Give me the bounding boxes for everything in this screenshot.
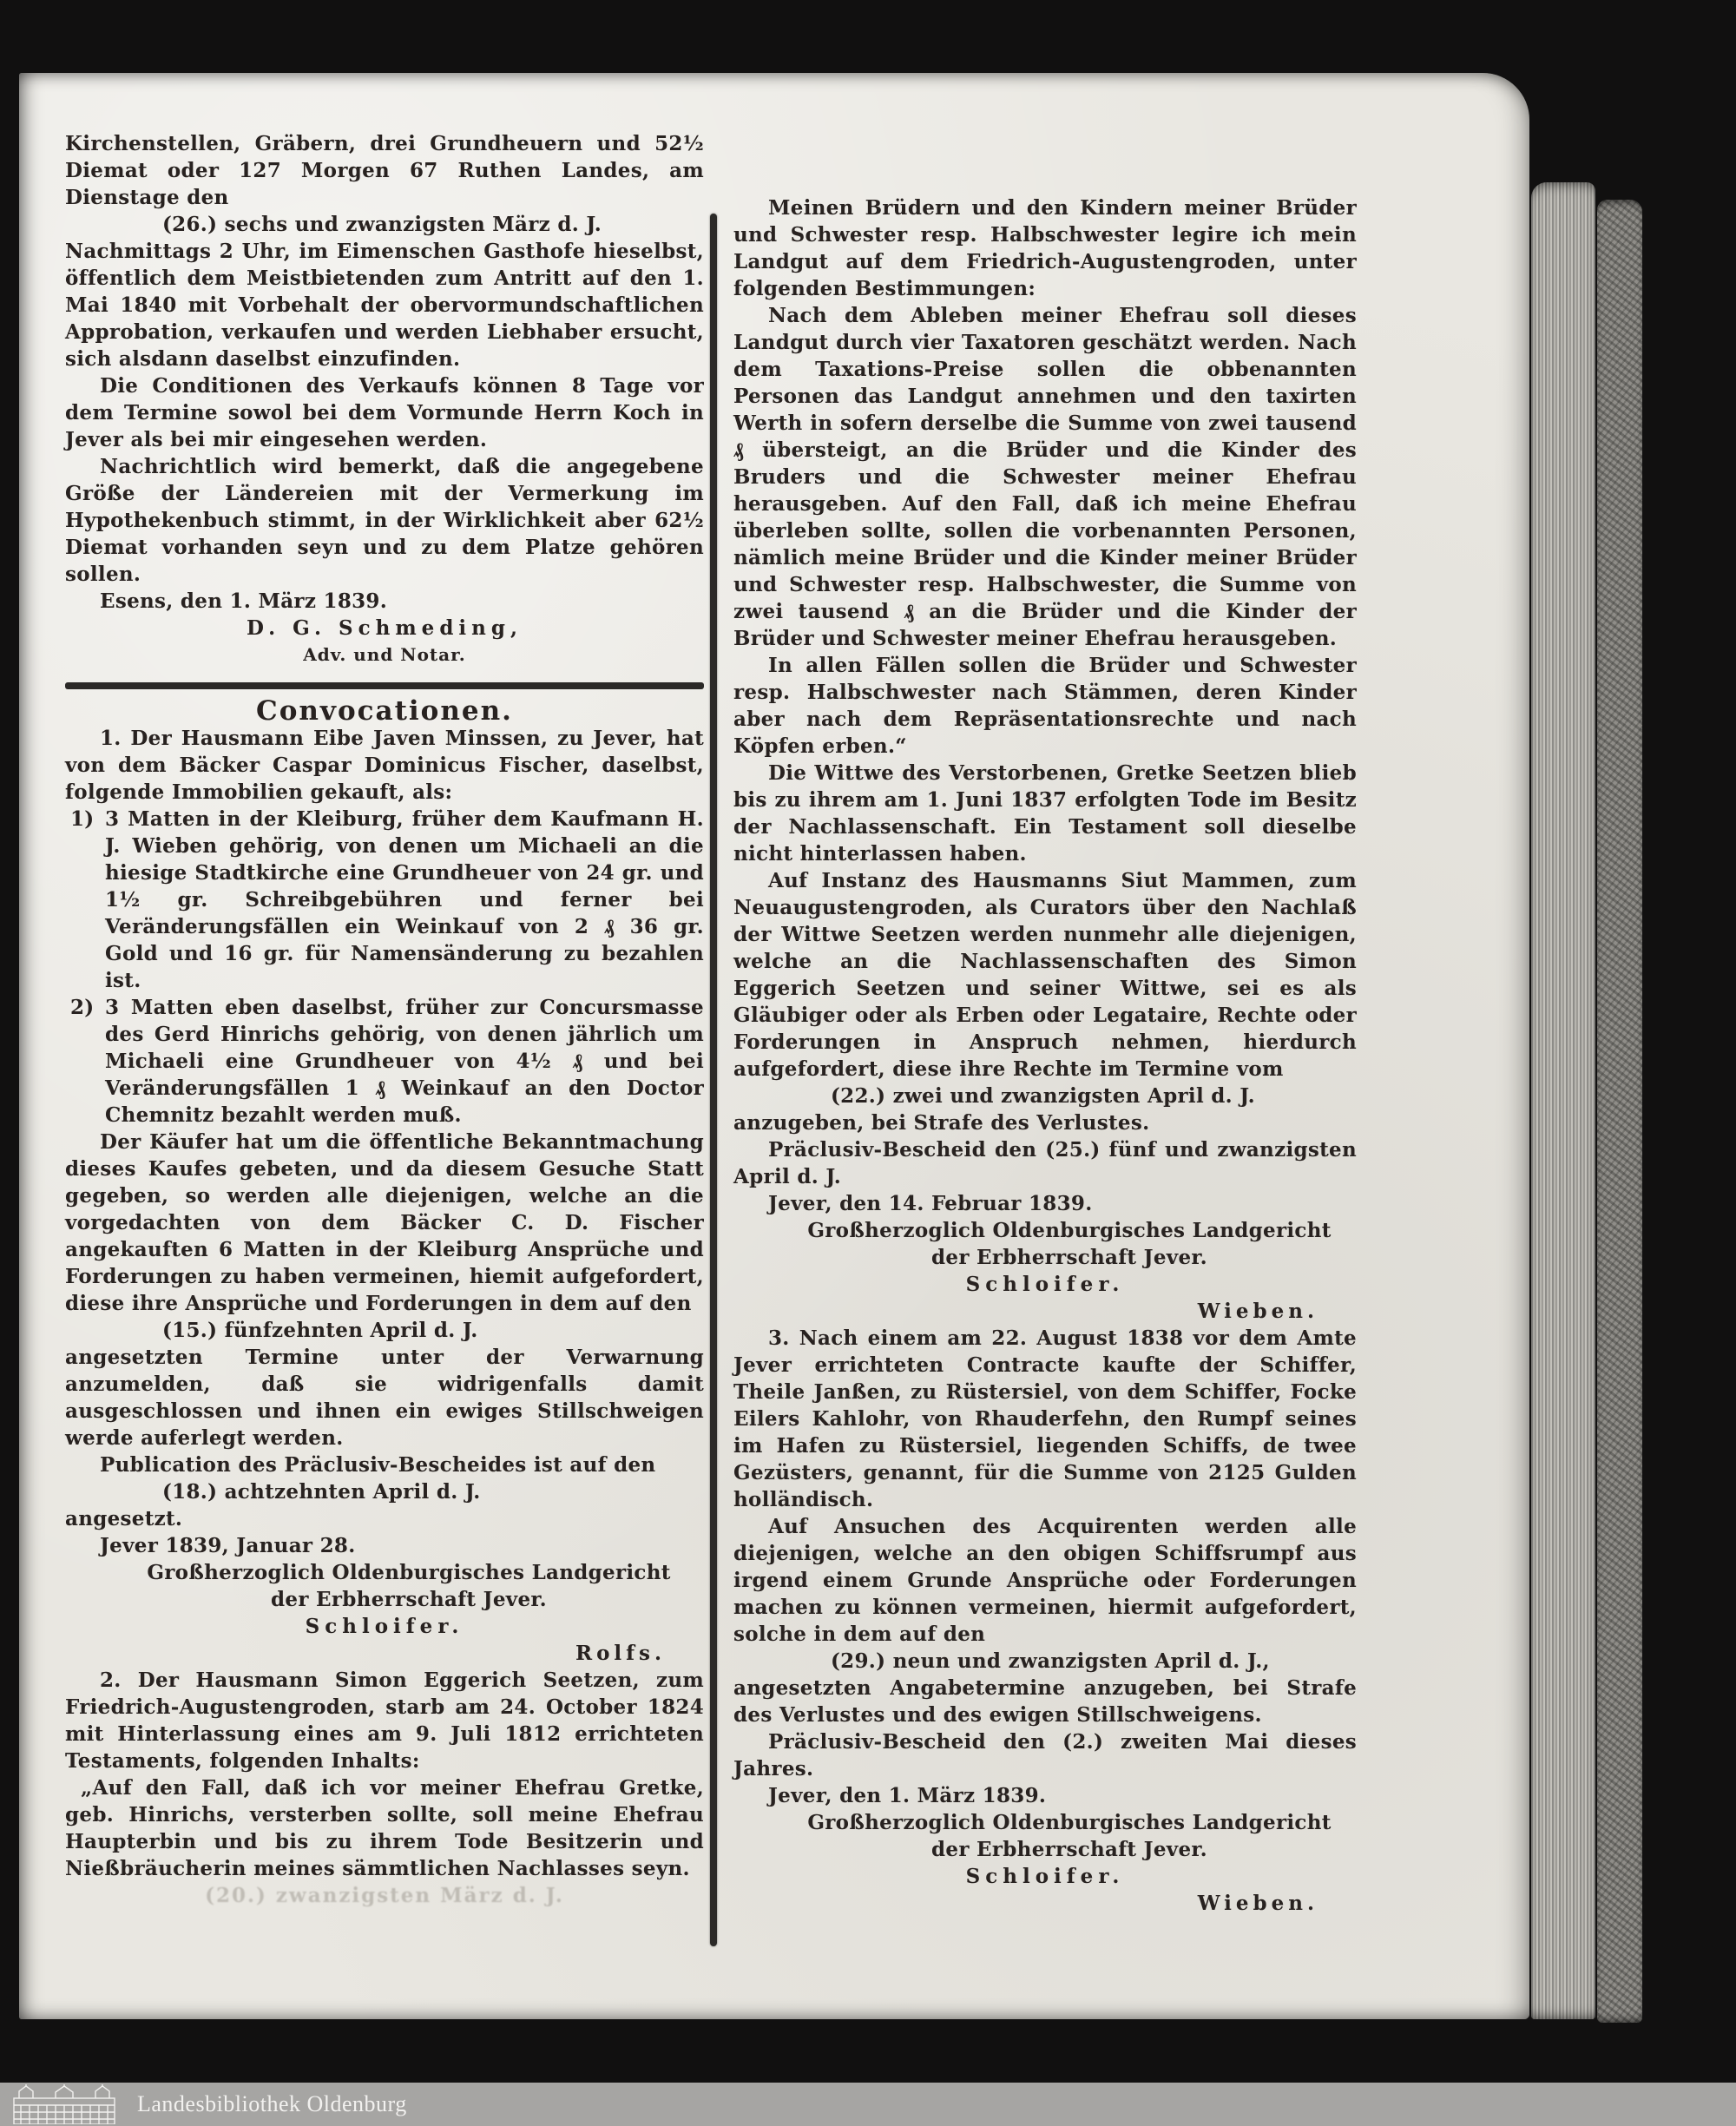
list-marker: 1) xyxy=(70,807,95,831)
paragraph: Auf Ansuchen des Acquirenten werden alle diejenigen, welche an den obigen Schiffsrumpf aus irgend einem Grunde Ansprüche oder Forderungen machen zu können vermeinen, hiermit aufgefordert, solche in dem auf den xyxy=(733,1515,1357,1646)
paragraph: 2. Der Hausmann Simon Eggerich Seetzen, zum Friedrich-Augustengroden, starb am 24. October 1824 mit Hinterlassung eines am 9. Juli 1812 errichteten Testaments, folgenden Inhalts: xyxy=(65,1669,704,1773)
paragraph: Präclusiv-Bescheid den (25.) fünf und zwanzigsten April d. J. xyxy=(733,1138,1357,1188)
court-line: der Erbherrschaft Jever. xyxy=(931,1838,1207,1861)
date-line: (29.) neun und zwanzigsten April d. J., xyxy=(831,1649,1270,1673)
signature: Schloifer. xyxy=(965,1273,1125,1296)
paragraph: 3. Nach einem am 22. August 1838 vor dem Amte Jever errichteten Contracte kaufte der Schiffer, Theile Janßen, zu Rüstersiel, von dem Schiffer, Focke Eilers Kahlohr, von Rhauderfehn, den Rumpf seines im Hafen zu Rüstersiel, liegenden Schiffs, de twee Gezüsters, genannt, für die Summe von 2125 Gulden holländisch. xyxy=(733,1326,1357,1511)
book-cover-marbled-edge xyxy=(1597,200,1642,2023)
paragraph: Jever, den 14. Februar 1839. xyxy=(768,1192,1093,1215)
list-marker: 2) xyxy=(70,996,95,1019)
paragraph: Präclusiv-Bescheid den (2.) zweiten Mai dieses Jahres. xyxy=(733,1730,1357,1780)
paragraph: anzugeben, bei Strafe des Verlustes. xyxy=(733,1111,1150,1135)
paragraph: Die Conditionen des Verkaufs können 8 Tage vor dem Termine sowol bei dem Vormunde Herrn Koch in Jever als bei mir eingesehen werden. xyxy=(65,374,704,451)
book-pages-fore-edge xyxy=(1531,182,1595,2019)
signature: Schloifer. xyxy=(965,1865,1125,1888)
paragraph: 1. Der Hausmann Eibe Javen Minssen, zu Jever, hat von dem Bäcker Caspar Dominicus Fischer, daselbst, folgende Immobilien gekauft, als: xyxy=(65,727,704,804)
court-line: der Erbherrschaft Jever. xyxy=(931,1246,1207,1269)
paragraph: Nach dem Ableben meiner Ehefrau soll dieses Landgut durch vier Taxatoren geschätzt werden. Nach dem Taxations-Preise sollen die obbenannten Personen das Landgut annehmen und den taxirten Werth in sofern derselbe die Summe von zwei tausend ₰ übersteigt, an die Brüder und die Kinder des Bruders und die Schwester meiner Ehefrau herausgeben. Auf den Fall, daß ich meine Ehefrau überleben sollte, sollen die vorbenannten Personen, nämlich meine Brüder und die Kinder meiner Brüder und Schwester resp. Halbschwester, die Summe von zwei tausend ₰ an die Brüder und die Kinder der Brüder und Schwester meiner Ehefrau herausgeben. xyxy=(733,304,1357,650)
signature: Wieben. xyxy=(1197,1892,1318,1915)
paragraph: Der Käufer hat um die öffentliche Bekanntmachung dieses Kaufes gebeten, und da diesem Gesuche Statt gegeben, so werden alle diejenigen, welche an die vorgedachten von dem Bäcker C. D. Fischer angekauften 6 Matten in der Kleiburg Ansprüche und Forderungen zu haben vermeinen, hiemit aufgefordert, diese ihre Ansprüche und Forderungen in dem auf den xyxy=(65,1130,704,1315)
paragraph: Jever 1839, Januar 28. xyxy=(100,1534,356,1557)
book-page xyxy=(19,73,1529,2019)
library-footer-bar xyxy=(0,2083,1736,2126)
paragraph: Publication des Präclusiv-Bescheides ist auf den xyxy=(100,1453,656,1477)
date-line: (22.) zwei und zwanzigsten April d. J. xyxy=(831,1084,1255,1108)
paragraph: Die Wittwe des Verstorbenen, Gretke Seetzen blieb bis zu ihrem am 1. Juni 1837 erfolgten Tode im Besitz der Nachlassenschaft. Ein Testament soll dieselbe nicht hinterlassen haben. xyxy=(733,761,1357,866)
paragraph: Jever, den 1. März 1839. xyxy=(768,1784,1047,1807)
paragraph: angesetzt. xyxy=(65,1507,183,1530)
court-line: der Erbherrschaft Jever. xyxy=(271,1588,547,1611)
court-line: Großherzoglich Oldenburgisches Landgericht xyxy=(807,1811,1332,1834)
library-building-icon xyxy=(12,2084,116,2124)
section-divider-rule xyxy=(65,682,704,689)
list-item-text: 3 Matten in der Kleiburg, früher dem Kaufmann H. J. Wieben gehörig, von denen um Michaeli an die hiesige Stadtkirche eine Grundheuer von 24 gr. und 1½ gr. Schreibgebühren und ferner bei Veränderungsfällen ein Weinkauf von 2 ₰ 36 gr. Gold und 16 gr. für Namensänderung zu bezahlen ist. xyxy=(105,807,704,992)
paragraph: Meinen Brüdern und den Kindern meiner Brüder und Schwester resp. Halbschwester legire ich mein Landgut auf dem Friedrich-Augustengroden, unter folgenden Bestimmungen: xyxy=(733,196,1357,300)
signature-title: Adv. und Notar. xyxy=(303,644,466,665)
paragraph: Nachmittags 2 Uhr, im Eimenschen Gasthofe hieselbst, öffentlich dem Meistbietenden zum Antritt auf den 1. Mai 1840 mit Vorbehalt der obervormundschaftlichen Approbation, verkaufen und werden Liebhaber ersucht, sich alsdann daselbst einzufinden. xyxy=(65,240,704,371)
library-name: Landesbibliothek Oldenburg xyxy=(137,2091,407,2116)
court-line: Großherzoglich Oldenburgisches Landgericht xyxy=(147,1561,671,1584)
testament-quote: „Auf den Fall, daß ich vor meiner Ehefrau Gretke, geb. Hinrichs, versterben sollte, soll meine Ehefrau Haupterbin und bis zu ihrem Tode Besitzerin und Nießbräucherin meines sämmtlichen Nachlasses seyn. xyxy=(65,1776,704,1880)
paragraph: angesetzten Angabetermine anzugeben, bei Strafe des Verlustes und des ewigen Stillschweigens. xyxy=(733,1676,1357,1727)
court-line: Großherzoglich Oldenburgisches Landgericht xyxy=(807,1219,1332,1242)
signature: Rolfs. xyxy=(575,1642,666,1665)
section-heading: Convocationen. xyxy=(256,695,513,727)
signature: D. G. Schmeding, xyxy=(247,616,523,640)
paragraph: In allen Fällen sollen die Brüder und Schwester resp. Halbschwester nach Stämmen, deren Kinder aber nach dem Repräsentationsrechte und nach Köpfen erben.“ xyxy=(733,654,1357,758)
bleed-through-ghost-text: (20.) zwanzigsten März d. J. xyxy=(205,1884,564,1907)
paragraph: Esens, den 1. März 1839. xyxy=(100,589,388,613)
list-item-text: 3 Matten eben daselbst, früher zur Concursmasse des Gerd Hinrichs gehörig, von denen jährlich um Michaeli eine Grundheuer von 4½ ₰ und bei Veränderungsfällen 1 ₰ Weinkauf an den Doctor Chemnitz bezahlt werden muß. xyxy=(105,996,704,1127)
date-line: (26.) sechs und zwanzigsten März d. J. xyxy=(162,213,602,236)
text-column-right xyxy=(733,130,1357,1917)
column-divider-rule xyxy=(710,214,717,1946)
list-item xyxy=(65,806,704,994)
date-line: (15.) fünfzehnten April d. J. xyxy=(162,1319,478,1342)
signature: Wieben. xyxy=(1197,1300,1318,1323)
paragraph: Auf Instanz des Hausmanns Siut Mammen, zum Neuaugustengroden, als Curators über den Nachlaß der Wittwe Seetzen werden nunmehr alle diejenigen, welche an die Nachlassenschaften des Simon Eggerich Seetzen und seiner Wittwe, sei es als Gläubiger oder als Erben oder Legataire, Rechte oder Forderungen in Anspruch nehmen, hierdurch aufgefordert, diese ihre Rechte im Termine vom xyxy=(733,869,1357,1081)
date-line: (18.) achtzehnten April d. J. xyxy=(162,1480,481,1504)
paragraph: angesetzten Termine unter der Verwarnung anzumelden, daß sie widrigenfalls damit ausgeschlossen und ihnen ein ewiges Stillschweigen werde auferlegt werden. xyxy=(65,1346,704,1450)
paragraph: Kirchenstellen, Gräbern, drei Grundheuern und 52½ Diemat oder 127 Morgen 67 Ruthen Landes, am Dienstage den xyxy=(65,132,704,209)
list-item xyxy=(65,994,704,1129)
signature: Schloifer. xyxy=(305,1615,464,1638)
text-column-left xyxy=(65,130,704,1909)
paragraph: Nachrichtlich wird bemerkt, daß die angegebene Größe der Ländereien mit der Vermerkung im Hypothekenbuch stimmt, in der Wirklichkeit aber 62½ Diemat vorhanden seyn und zu dem Platze gehören sollen. xyxy=(65,455,704,586)
